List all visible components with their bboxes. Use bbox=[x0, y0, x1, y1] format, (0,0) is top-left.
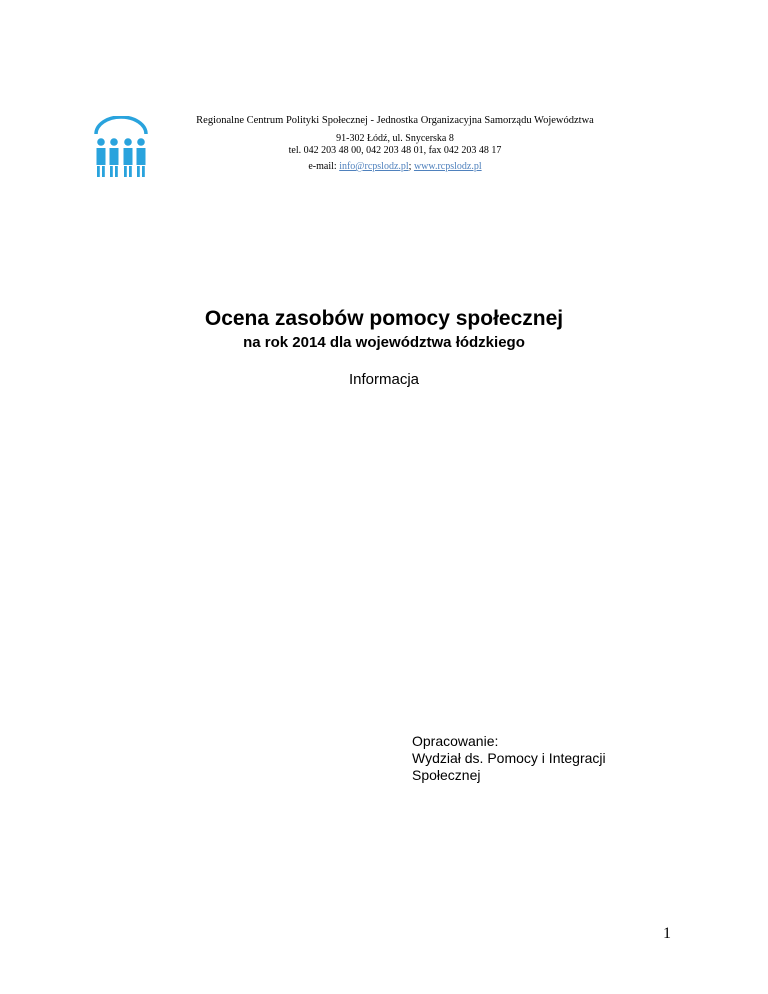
document-type: Informacja bbox=[348, 371, 420, 388]
email-link[interactable]: info@rcpslodz.pl bbox=[339, 161, 409, 172]
page-number: 1 bbox=[663, 925, 671, 942]
separator: ; bbox=[408, 161, 412, 172]
organization-name: Regionalne Centrum Polityki Społecznej - Jednostka Organizacyjna Samorządu Województwa bbox=[196, 115, 594, 126]
prepared-department-line1: Wydział ds. Pomocy i Integracji bbox=[412, 750, 606, 766]
document-title: Ocena zasobów pomocy społecznej bbox=[204, 307, 564, 330]
email-label: e-mail: bbox=[308, 161, 337, 172]
rcps-logo-icon bbox=[92, 116, 150, 178]
website-link[interactable]: www.rcpslodz.pl bbox=[413, 161, 482, 172]
contact-line bbox=[160, 161, 630, 172]
document-subtitle: na rok 2014 dla województwa łódzkiego bbox=[243, 334, 525, 351]
prepared-label: Opracowanie: bbox=[412, 733, 499, 749]
prepared-by-block bbox=[412, 733, 712, 784]
prepared-department-line2: Społecznej bbox=[412, 767, 481, 783]
address: 91-302 Łódź, ul. Snycerska 8 bbox=[336, 133, 454, 144]
phone-numbers: tel. 042 203 48 00, 042 203 48 01, fax 042 203 48 17 bbox=[288, 145, 502, 156]
